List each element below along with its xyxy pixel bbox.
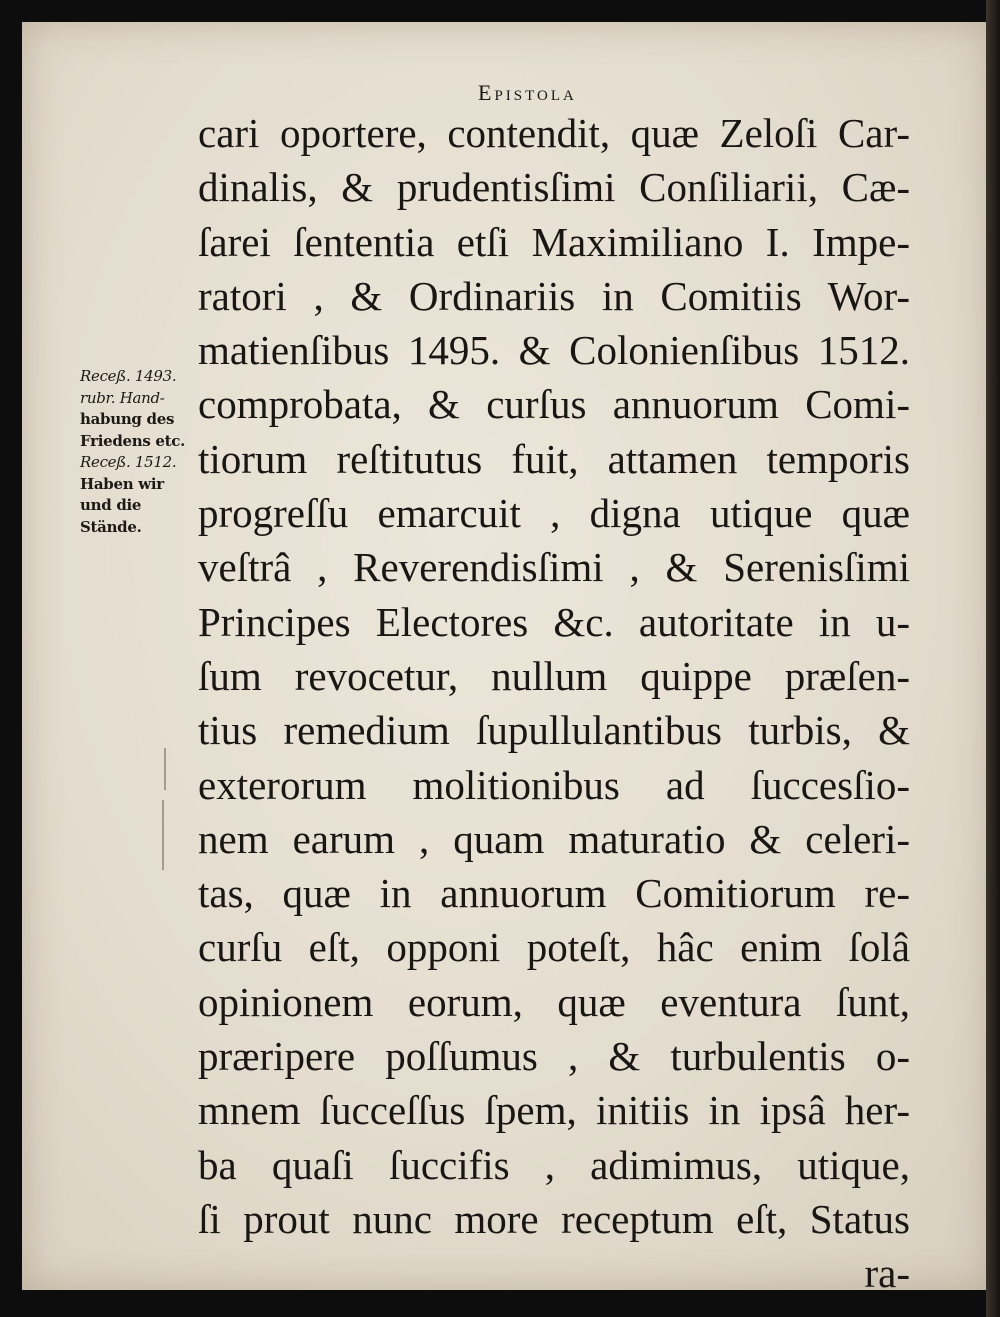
text-line: opinionem eorum, quæ eventura ſunt, — [198, 978, 910, 1025]
text-line: tas, quæ in annuorum Comitiorum re- — [198, 870, 910, 917]
marginal-note: Friedens etc. — [80, 431, 186, 450]
marginal-note: habung des — [80, 410, 175, 428]
pencil-mark — [164, 748, 166, 790]
text-line: Principes Electores &c. autoritate in u- — [198, 598, 910, 645]
text-line: nem earum , quam maturatio & celeri- — [198, 815, 910, 862]
catchword: ra- — [864, 1250, 910, 1297]
marginal-note: Stände. — [80, 517, 142, 536]
text-line: ſi prout nunc more receptum eſt, Status — [198, 1195, 910, 1242]
marginal-notes — [80, 366, 200, 538]
marginal-note: Receß. 1493. — [80, 367, 177, 385]
text-line: tiorum reſtitutus fuit, attamen temporis — [198, 435, 910, 482]
marginal-note: rubr. Hand- — [80, 388, 165, 407]
text-line: ſarei ſententia etſi Maximiliano I. Impe- — [198, 218, 910, 265]
text-line: mnem ſucceſſus ſpem, initiis in ipsâ her- — [198, 1087, 910, 1134]
text-line: matienſibus 1495. & Colonienſibus 1512. — [198, 327, 910, 374]
body-text — [198, 106, 910, 1301]
text-line: progreſſu emarcuit , digna utique quæ — [198, 490, 910, 537]
text-line: ratori , & Ordinariis in Comitiis Wor- — [198, 272, 910, 319]
text-line: veſtrâ , Reverendisſimi , & Serenisſimi — [198, 544, 910, 591]
text-line: comprobata, & curſus annuorum Comi- — [198, 381, 910, 428]
marginal-note: Haben wir — [80, 474, 164, 493]
text-line: dinalis, & prudentisſimi Conſiliarii, Cæ- — [198, 164, 910, 211]
marginal-note: und die — [80, 496, 142, 514]
text-line: ſum revocetur, nullum quippe præſen- — [198, 652, 910, 699]
page-edge-shadow — [986, 0, 1000, 1317]
text-line: exterorum molitionibus ad ſuccesſio- — [198, 761, 910, 808]
text-line: ba quaſi ſuccifis , adimimus, utique, — [198, 1141, 910, 1188]
text-line: præripere poſſumus , & turbulentis o- — [198, 1033, 910, 1080]
running-head: Epistola — [478, 80, 577, 105]
text-line: curſu eſt, opponi poteſt, hâc enim ſolâ — [198, 924, 910, 971]
text-line: cari oportere, contendit, quæ Zeloſi Car- — [198, 110, 910, 156]
text-line: tius remedium ſupullulantibus turbis, & — [198, 707, 910, 754]
marginal-note: Receß. 1512. — [80, 453, 177, 471]
pencil-mark — [162, 800, 164, 870]
